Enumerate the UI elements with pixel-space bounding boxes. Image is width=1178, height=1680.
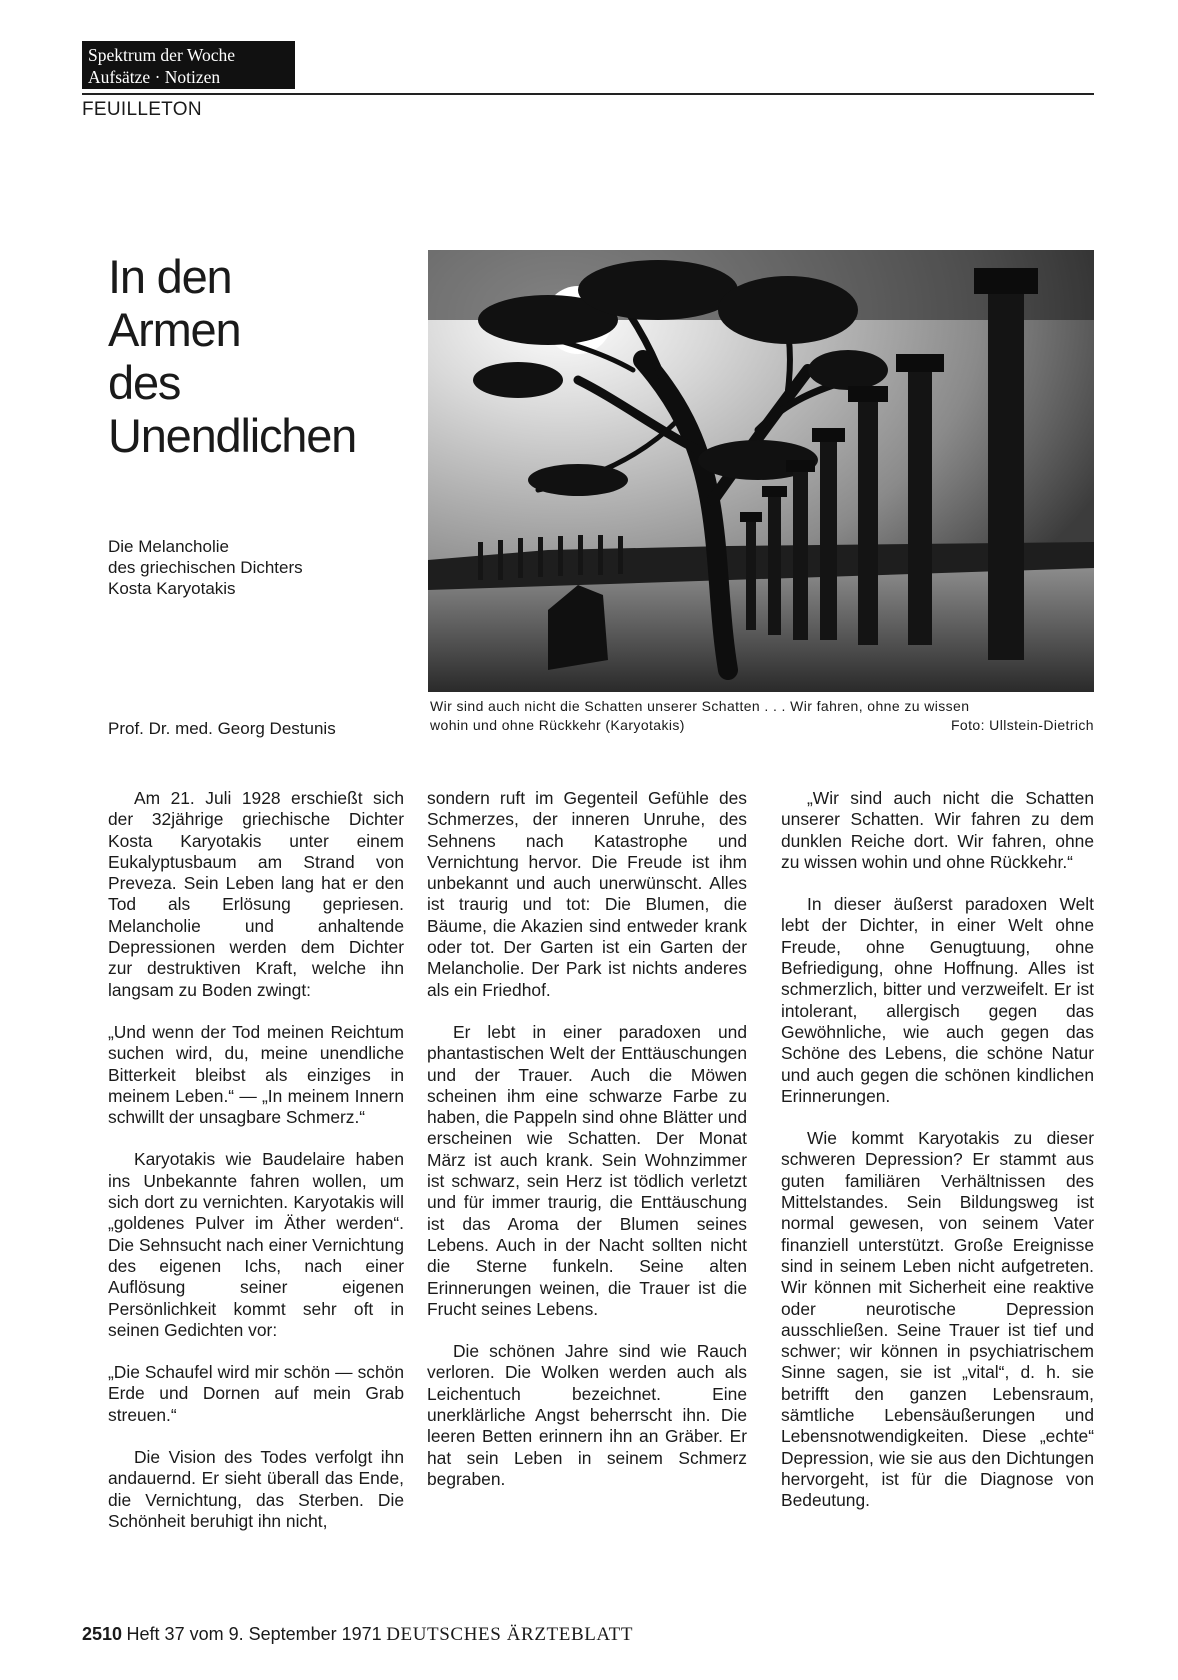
caption-line-2: wohin und ohne Rückkehr (Karyotakis)	[430, 717, 685, 733]
paragraph: Am 21. Juli 1928 erschießt sich der 32jährige griechische Dichter Kosta Karyotakis unter einem Eukalyptusbaum am Strand von Preveza. Sein Leben lang hat er den Tod als Erlösung gepriesen. Melancholie und anhaltende Depressionen werden dem Dichter zur destruktiven Kraft, welche ihn langsam zu Boden zwingt:	[108, 788, 404, 1000]
paragraph: Karyotakis wie Baudelaire haben ins Unbekannte fahren wollen, um sich dort zu vernichten. Karyotakis will „goldenes Pulver im Äther werden“. Die Sehnsucht nach einer Vernichtung des eigenen Ichs, nach einer Auflösung seiner eigenen Persönlichkeit kommt sehr oft in seinen Gedichten vor:	[108, 1149, 404, 1340]
body-column-3	[781, 788, 1094, 1533]
section-label: FEUILLETON	[82, 99, 202, 120]
paragraph: Wie kommt Karyotakis zu dieser schweren Depression? Er stammt aus guten familiären Verhältnissen des Mittelstandes. Sein Bildungsweg ist normal gewesen, von seinem Vater finanziell unterstützt. Große Ereignisse sind in seinem Leben nicht aufgetreten. Wir können mit Sicherheit eine reaktive oder neurotische Depression ausschließen. Seine Trauer ist tief und schwer; wir können in psychiatrischem Sinne sagen, sie ist „vital“, d. h. sie betrifft den ganzen Lebensraum, sämtliche Lebensäußerungen und Lebensnotwendigkeiten. Diese „echte“ Depression, wie sie aus den Dichtungen hervorgeht, ist für die Diagnose von Bedeutung.	[781, 1128, 1094, 1511]
badge-line-1: Spektrum der Woche	[88, 45, 235, 65]
quote-paragraph: „Die Schaufel wird mir schön — schön Erde und Dornen auf mein Grab streuen.“	[108, 1362, 404, 1425]
photo-caption	[430, 697, 1094, 735]
subtitle-line-3: Kosta Karyotakis	[108, 579, 236, 598]
paragraph: Er lebt in einer paradoxen und phantastischen Welt der Enttäuschungen und der Trauer. Auch die Möwen scheinen ihm eine schwarze Farbe zu haben, die Pappeln sind ohne Blätter und erscheinen wie Schatten. Der Monat März ist auch krank. Sein Wohnzimmer ist schwarz, sein Herz ist tödlich verletzt und für immer traurig, die Enttäuschung ist das Aroma der Blumen seines Lebens. Auch in der Nacht sollten nicht die Sterne funkeln. Seine alten Erinnerungen weinen, die Trauer ist die Frucht seines Lebens.	[427, 1021, 747, 1319]
title-line-3: des	[108, 356, 181, 409]
subtitle-line-1: Die Melancholie	[108, 537, 229, 556]
article-photo	[428, 250, 1094, 692]
title-line-1: In den	[108, 250, 232, 303]
caption-line-1: Wir sind auch nicht die Schatten unserer Schatten . . . Wir fahren, ohne zu wissen	[430, 698, 970, 714]
page-footer	[82, 1623, 633, 1646]
title-line-4: Unendlichen	[108, 409, 357, 462]
quote-paragraph: „Wir sind auch nicht die Schatten unserer Schatten. Wir fahren zu dem dunklen Reiche dort. Wir fahren, ohne zu wissen wohin und ohne Rückkehr.“	[781, 788, 1094, 872]
magazine-name: DEUTSCHES ÄRZTEBLATT	[386, 1624, 634, 1645]
author-byline: Prof. Dr. med. Georg Destunis	[108, 719, 336, 738]
paragraph: In dieser äußerst paradoxen Welt lebt der Dichter, in einer Welt ohne Freude, ohne Genugtuung, ohne Befriedigung, ohne Hoffnung. Alles ist schmerzlich, bitter und verzweifelt. Er ist intolerant, allergisch gegen das Gewöhnliche, wie auch gegen das Schöne des Lebens, die schöne Natur und auch gegen die schönen kindlichen Erinnerungen.	[781, 894, 1094, 1106]
article-title	[108, 250, 408, 462]
caption-row-2	[430, 716, 1094, 735]
issue-info: Heft 37 vom 9. September 1971	[126, 1624, 382, 1644]
body-column-1	[108, 788, 404, 1553]
badge-line-2: Aufsätze · Notizen	[88, 67, 221, 87]
photo-credit: Foto: Ullstein-Dietrich	[950, 717, 1094, 733]
section-badge	[82, 41, 295, 89]
page-number: 2510	[82, 1624, 123, 1644]
article-subtitle	[108, 536, 398, 599]
subtitle-line-2: des griechischen Dichters	[108, 558, 303, 577]
paragraph: Die Vision des Todes verfolgt ihn andauernd. Er sieht überall das Ende, die Vernichtung, das Sterben. Die Schönheit beruhigt ihn nicht,	[108, 1447, 404, 1531]
header-rule	[82, 93, 1094, 95]
body-column-2	[427, 788, 747, 1511]
paragraph: sondern ruft im Gegenteil Gefühle des Schmerzes, der inneren Unruhe, des Sehnens nach Katastrophe und Vernichtung hervor. Die Freude ist ihm unbekannt und auch unerwünscht. Alles ist traurig und tot: Die Blumen, die Bäume, die Akazien sind entweder krank oder tot. Der Garten ist ein Garten der Melancholie. Der Park ist nichts anderes als ein Friedhof.	[427, 788, 747, 1000]
photo-illustration	[428, 250, 1094, 692]
title-line-2: Armen	[108, 303, 241, 356]
quote-paragraph: „Und wenn der Tod meinen Reichtum suchen wird, du, meine unendliche Bitterkeit bleibst als einziges in meinem Leben.“ — „In meinem Innern schwillt der unsagbare Schmerz.“	[108, 1021, 404, 1128]
paragraph: Die schönen Jahre sind wie Rauch verloren. Die Wolken werden auch als Leichentuch bezeichnet. Eine unerklärliche Angst beherrscht ihn. Die leeren Betten erinnern ihn an Gräber. Er hat sein Leben in seinem Schmerz begraben.	[427, 1341, 747, 1489]
